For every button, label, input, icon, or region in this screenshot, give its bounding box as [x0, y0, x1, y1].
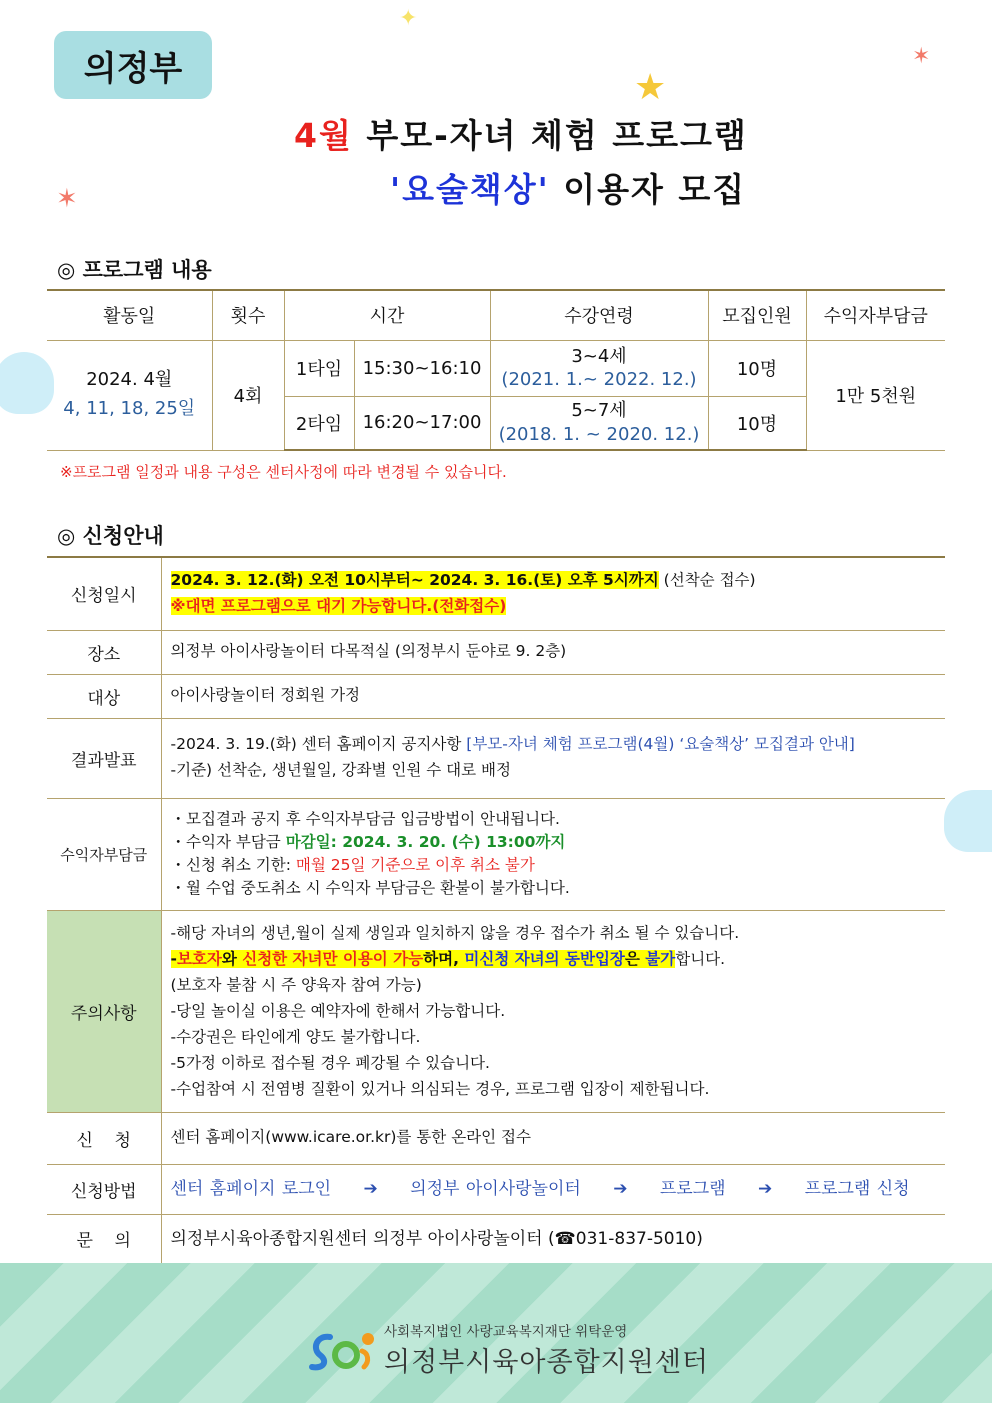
- age-range: 3~4세: [571, 345, 627, 367]
- title-line2-text: 이용자 모집: [549, 170, 747, 209]
- method-step-apply: 프로그램 신청: [804, 1178, 910, 1199]
- fee-line3: ・신청 취소 기한:: [170, 856, 296, 874]
- table-row: [47, 557, 945, 630]
- footer-org: [306, 1320, 709, 1379]
- table-row: [47, 718, 945, 798]
- session-age: [490, 396, 708, 450]
- target-value: 아이사랑놀이터 정회원 가정: [161, 674, 945, 718]
- fee-line1: ・모집결과 공지 후 수익자부담금 입금방법이 안내됩니다.: [170, 809, 560, 828]
- caution-line1: -해당 자녀의 생년,월이 실제 생일과 일치하지 않을 경우 접수가 취소 될 수 있습니다.: [170, 923, 740, 942]
- method-label: 신청방법: [47, 1164, 161, 1214]
- caution-label: 주의사항: [47, 910, 161, 1112]
- period-highlight: 2024. 3. 12.(화) 오전 10시부터~ 2024. 3. 16.(토) 오후 5시까지: [170, 571, 659, 590]
- method-step-program: 프로그램: [659, 1178, 726, 1199]
- period-value: [161, 557, 945, 630]
- page-title-line2: [390, 164, 746, 211]
- table-row: [47, 630, 945, 674]
- table-row: [47, 910, 945, 1112]
- header-time: 시간: [284, 290, 490, 340]
- table-row: [47, 340, 945, 396]
- header-capacity: 모집인원: [708, 290, 806, 340]
- session-capacity: 10명: [708, 396, 806, 450]
- result-notice-title: [부모-자녀 체험 프로그램(4월) ‘요술책상’ 모집결과 안내]: [466, 735, 855, 754]
- birth-range: (2018. 1. ~ 2020. 12.): [498, 423, 700, 445]
- org-subtitle: 사회복지법인 사랑교육복지재단 위탁운영: [384, 1324, 628, 1340]
- caution-line2: -보호자와 신청한 자녀만 이용이 가능하며, 미신청 자녀의 동반입장은 불가합니다.: [170, 949, 726, 968]
- result-label: 결과발표: [47, 718, 161, 798]
- result-line2: -기준) 선착순, 생년월일, 강좌별 인원 수 대로 배정: [170, 761, 511, 779]
- caution-line4: -당일 놀이실 이용은 예약자에 한해서 가능합니다.: [170, 1001, 506, 1020]
- header-fee: 수익자부담금: [806, 290, 945, 340]
- fee-value: [161, 798, 945, 910]
- program-table: [47, 289, 945, 451]
- table-row: [47, 798, 945, 910]
- caution-line7: -수업참여 시 전염병 질환이 있거나 의심되는 경우, 프로그램 입장이 제한됩니다.: [170, 1080, 710, 1099]
- program-notice: ※프로그램 일정과 내용 구성은 센터사정에 따라 변경될 수 있습니다.: [60, 463, 507, 481]
- period-note: ※대면 프로그램으로 대기 가능합니다.(전화접수): [170, 596, 507, 615]
- session-type: 2타임: [284, 396, 354, 450]
- region-badge: 의정부: [54, 31, 212, 99]
- age-range: 5~7세: [571, 400, 627, 422]
- program-fee: 1만 5천원: [806, 340, 945, 450]
- title-line1-text: 부모-자녀 체험 프로그램: [352, 116, 748, 155]
- star-icon: ★: [634, 67, 667, 108]
- table-row: [47, 1214, 945, 1264]
- session-time: 15:30~16:10: [354, 340, 490, 396]
- fee-deadline: 마감일: 2024. 3. 20. (수) 13:00까지: [285, 832, 566, 851]
- method-value: [161, 1164, 945, 1214]
- target-label: 대상: [47, 674, 161, 718]
- place-label: 장소: [47, 630, 161, 674]
- place-value: 의정부 아이사랑놀이터 다목적실 (의정부시 둔야로 9. 2층): [161, 630, 945, 674]
- method-step-login: 센터 홈페이지 로그인: [170, 1178, 332, 1199]
- table-row: [47, 1164, 945, 1214]
- cloud-icon: [944, 790, 992, 852]
- arrow-right-icon: ➔: [613, 1178, 628, 1199]
- section-heading-program: ◎ 프로그램 내용: [57, 258, 212, 282]
- fee-cancel-rule: 매월 25일 기준으로 이후 취소 불가: [295, 856, 535, 874]
- star-icon: ✶: [56, 184, 78, 214]
- apply-value: 센터 홈페이지(www.icare.or.kr)를 통한 온라인 접수: [161, 1112, 945, 1164]
- caution-line3: (보호자 불참 시 주 양육자 참여 가능): [170, 975, 422, 994]
- apply-label: 신 청: [47, 1112, 161, 1164]
- period-suffix: (선착순 접수): [658, 571, 756, 590]
- section-heading-apply: ◎ 신청안내: [57, 524, 164, 548]
- caution-line5: -수강권은 타인에게 양도 불가합니다.: [170, 1028, 421, 1047]
- period-label: 신청일시: [47, 557, 161, 630]
- fee-line4: ・월 수업 중도취소 시 수익자 부담금은 환불이 불가합니다.: [170, 879, 570, 898]
- fee-line2: ・수익자 부담금: [170, 832, 286, 851]
- result-line1: -2024. 3. 19.(화) 센터 홈페이지 공지사항: [170, 735, 467, 754]
- session-count: 4회: [212, 340, 284, 450]
- method-step-center: 의정부 아이사랑놀이터: [410, 1178, 581, 1199]
- session-age: [490, 340, 708, 396]
- header-date: 활동일: [47, 290, 212, 340]
- activity-month: 2024. 4월: [86, 369, 173, 391]
- star-icon: ✶: [912, 44, 931, 69]
- caution-line6: -5가정 이하로 접수될 경우 폐강될 수 있습니다.: [170, 1054, 490, 1073]
- title-program-name: '요술책상': [390, 170, 550, 209]
- caution-value: [161, 910, 945, 1112]
- arrow-right-icon: ➔: [757, 1178, 773, 1199]
- page-title-line1: [294, 110, 748, 157]
- activity-date: [47, 340, 212, 450]
- table-row: [47, 674, 945, 718]
- org-name: 의정부시육아종합지원센터: [384, 1347, 709, 1378]
- contact-label: 문 의: [47, 1214, 161, 1264]
- arrow-right-icon: ➔: [363, 1178, 378, 1199]
- cloud-icon: [0, 352, 54, 414]
- session-time: 16:20~17:00: [354, 396, 490, 450]
- contact-value: 의정부시육아종합지원센터 의정부 아이사랑놀이터 (☎031-837-5010): [161, 1214, 945, 1264]
- result-value: [161, 718, 945, 798]
- star-icon: ✦: [399, 6, 418, 31]
- title-month: 4월: [294, 116, 353, 155]
- application-table: [47, 556, 945, 1265]
- fee-label: 수익자부담금: [47, 798, 161, 910]
- birth-range: (2021. 1.~ 2022. 12.): [501, 369, 697, 390]
- activity-days: 4, 11, 18, 25일: [63, 398, 196, 419]
- table-row: [47, 1112, 945, 1164]
- header-age: 수강연령: [490, 290, 708, 340]
- org-logo-icon: [306, 1327, 378, 1373]
- header-count: 횟수: [212, 290, 284, 340]
- session-type: 1타임: [284, 340, 354, 396]
- session-capacity: 10명: [708, 340, 806, 396]
